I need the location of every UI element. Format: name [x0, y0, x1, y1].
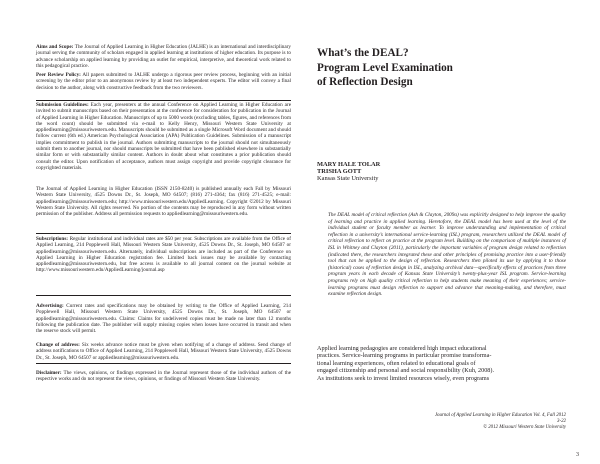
article-authors	[317, 161, 567, 183]
section-text: The Journal of Applied Learning in Higher Education (JALHE) is an international and interdisciplinary journal serving the community of scholars engaged in applied learning at institutions of higher education. Its purpose is to advance scholarship on applied learning by providing an outlet for empirical, interpretive, and theoretical work related to this pedagogical practice.	[36, 44, 291, 69]
journal-citation-line: Journal of Applied Learning in Higher Education Vol. 4, Fall 2012 3-22	[434, 413, 566, 424]
body-line: Applied learning pedagogies are considered high impact educational	[317, 345, 487, 352]
change-of-address-section	[36, 342, 291, 361]
divider	[36, 295, 291, 296]
publication-info-section	[36, 186, 291, 217]
divider	[36, 363, 291, 364]
section-heading: Peer Review Policy:	[36, 72, 81, 78]
title-line: Program Level Examination	[317, 61, 453, 74]
advertising-section	[36, 303, 291, 334]
body-line: engaged citizenship and personal and social responsibility (Kuh, 2008).	[317, 367, 494, 375]
section-heading: Submission Guidelines:	[36, 102, 89, 108]
section-text: All papers submitted to JALHE undergo a rigorous peer review process, beginning with an initial screening by the editor prior to an anonymous review by at least two independent experts. The editor will convey a final decision to the author, along with constructive feedback from the two reviewers.	[36, 72, 291, 91]
section-text: Regular institutional and individual rates are $50 per year. Subscriptions are available from the Office of Applied Learning, 214 Popplewell Hall, Missouri Western State University, 4525 Downs Dr., St. Joseph, MO 64507 or appliedlearning@missouriwestern.edu. Alternately, individual subscriptions are included as part of the Conference on Applied Learning in Higher Education registration fee. Limited back issues may be available by contacting appliedlearning@missouriwestern.edu, but free access is available to all journal content on the journal website at http://www.missouriwestern.edu/AppliedLearning/journal.asp	[36, 236, 291, 274]
title-line: What’s the DEAL?	[317, 47, 409, 59]
section-heading: Subscriptions:	[36, 236, 68, 242]
article-title	[317, 46, 567, 90]
author-name: TRISHA GOTT	[317, 168, 362, 176]
article-abstract: The DEAL model of critical reflection (Ash & Clayton, 2009a) was explicitly designed to help improve the quality of learning and practice in applied learning. Heretofore, the DEAL model has been used at the level of the individual student or faculty member as learner. To improve understanding and implementation of critical reflection in a university’s international service-learning (ISL) program, researchers utilized the DEAL model of critical reflection to reflect on practice at the program level. Building on the comparison of multiple instances of ISL in Whitney and Clayton (2011), particularly the important variables of program design related to reflection (indicated there, the researchers integrated these and other principles of promising practice into a user-friendly tool that can be applied to the design of reflection. Researchers then piloted its use by applying it to those (historical) cases of reflection design in ISL, analyzing archival data—specifically effects of practices from three program years in each decade of Kansas State University’s twenty-plus-year ISL program. Service-learning programs rely on high quality critical reflection to help students make meaning of their experiences; service-learning programs must design reflection to support and advance that meaning-making, and therefore, must examine reflection design.	[328, 212, 566, 298]
body-line: practices. Service-learning programs in particular promise transforma-	[317, 352, 492, 360]
section-text: Six weeks advance notice must be given when notifying of a change of address. Send change of address notifications to Office of Applied Learning, 214 Popplewell Hall, Missouri Western State University, 4525 Downs Dr., St. Joseph, MO 64507 or appliedlearning@missouriwestern.edu.	[36, 342, 292, 361]
aims-section	[36, 44, 291, 69]
author-affiliation: Kansas State University	[317, 175, 379, 183]
divider	[36, 100, 291, 101]
author-name: MARY HALE TOLAR	[317, 161, 381, 168]
disclaimer-section	[36, 370, 291, 383]
title-line: of Reflection Design	[317, 76, 413, 89]
body-line: As institutions seek to invest limited resources wisely, even programs	[317, 374, 490, 382]
section-text: The Journal of Applied Learning in Higher Education (ISSN 2150-8240) is published annually each Fall by Missouri Western State University, 4525 Downs Dr., St. Joseph, MO 64507; (816) 271-4364; fax (816) 271-4525; e-mail: appliedlearning@missouriwestern.edu; http://www.missouriwestern.edu/AppliedLearning. Copyright ©2012 by Missouri Western State University. All rights reserved. No portion of the contents may be reproduced in any form without written permission of the publisher. Address all permission requests to appliedlearning@missouriwestern.edu.	[36, 186, 291, 218]
article-body	[317, 345, 567, 382]
body-line: tional learning experiences, often related to educational goals of	[317, 359, 476, 367]
peer-review-section	[36, 72, 291, 91]
submission-guidelines-section	[36, 102, 291, 171]
section-heading: Aims and Scope:	[36, 44, 74, 50]
section-heading: Change of address:	[36, 342, 80, 348]
section-heading: Advertising:	[36, 303, 64, 309]
section-text: Current rates and specifications may be obtained by writing to the Office of Applied Learning, 214 Popplewell Hall, Missouri Western State University, 4525 Downs Dr., St. Joseph, MO 64507 or appliedlearning@missouriwestern.edu. Claims: Claims for undelivered copies must be made no later than 12 months following the publication date. The publisher will supply missing copies when losses have occurred in transit and when the reserve stock will permit.	[36, 303, 291, 335]
divider	[36, 233, 291, 234]
section-text: The views, opinions, or findings expressed in the Journal represent those of the individual authors of the respective works and do not represent the views, opinions, or findings of Missouri Western State University.	[36, 370, 292, 383]
journal-citation	[430, 413, 566, 431]
page-number: 3	[576, 452, 579, 458]
section-heading: Disclaimer:	[36, 370, 62, 376]
section-text: Each year, presenters at the annual Conference on Applied Learning in Higher Education are invited to submit manuscripts based on their presentation at the conference for consideration for publication in the Journal of Applied Learning in Higher Education. Manuscripts of up to 5000 words (excluding tables, figures, and references from the word count) should be submitted via e-mail to Kelly Henry, Missouri Western State University at appliedlearning@missouriwestern.edu. Manuscripts should be submitted as a single Microsoft Word document and should follow current (6th ed.) American Psychological Association (APA) Publication Guidelines. Submission of a manuscript implies commitment to publish in the journal. Authors submitting manuscripts to the journal should not simultaneously submit them to another journal, nor should manuscripts be submitted that have been published elsewhere in substantially similar form or with substantially similar content. Authors in doubt about what constitutes a prior publication should consult the editor. Upon notification of acceptance, authors must assign copyright and provide copyright clearance for copyrighted materials.	[36, 102, 292, 171]
copyright-line: © 2012 Missouri Western State University	[483, 425, 566, 430]
subscriptions-section	[36, 236, 291, 274]
